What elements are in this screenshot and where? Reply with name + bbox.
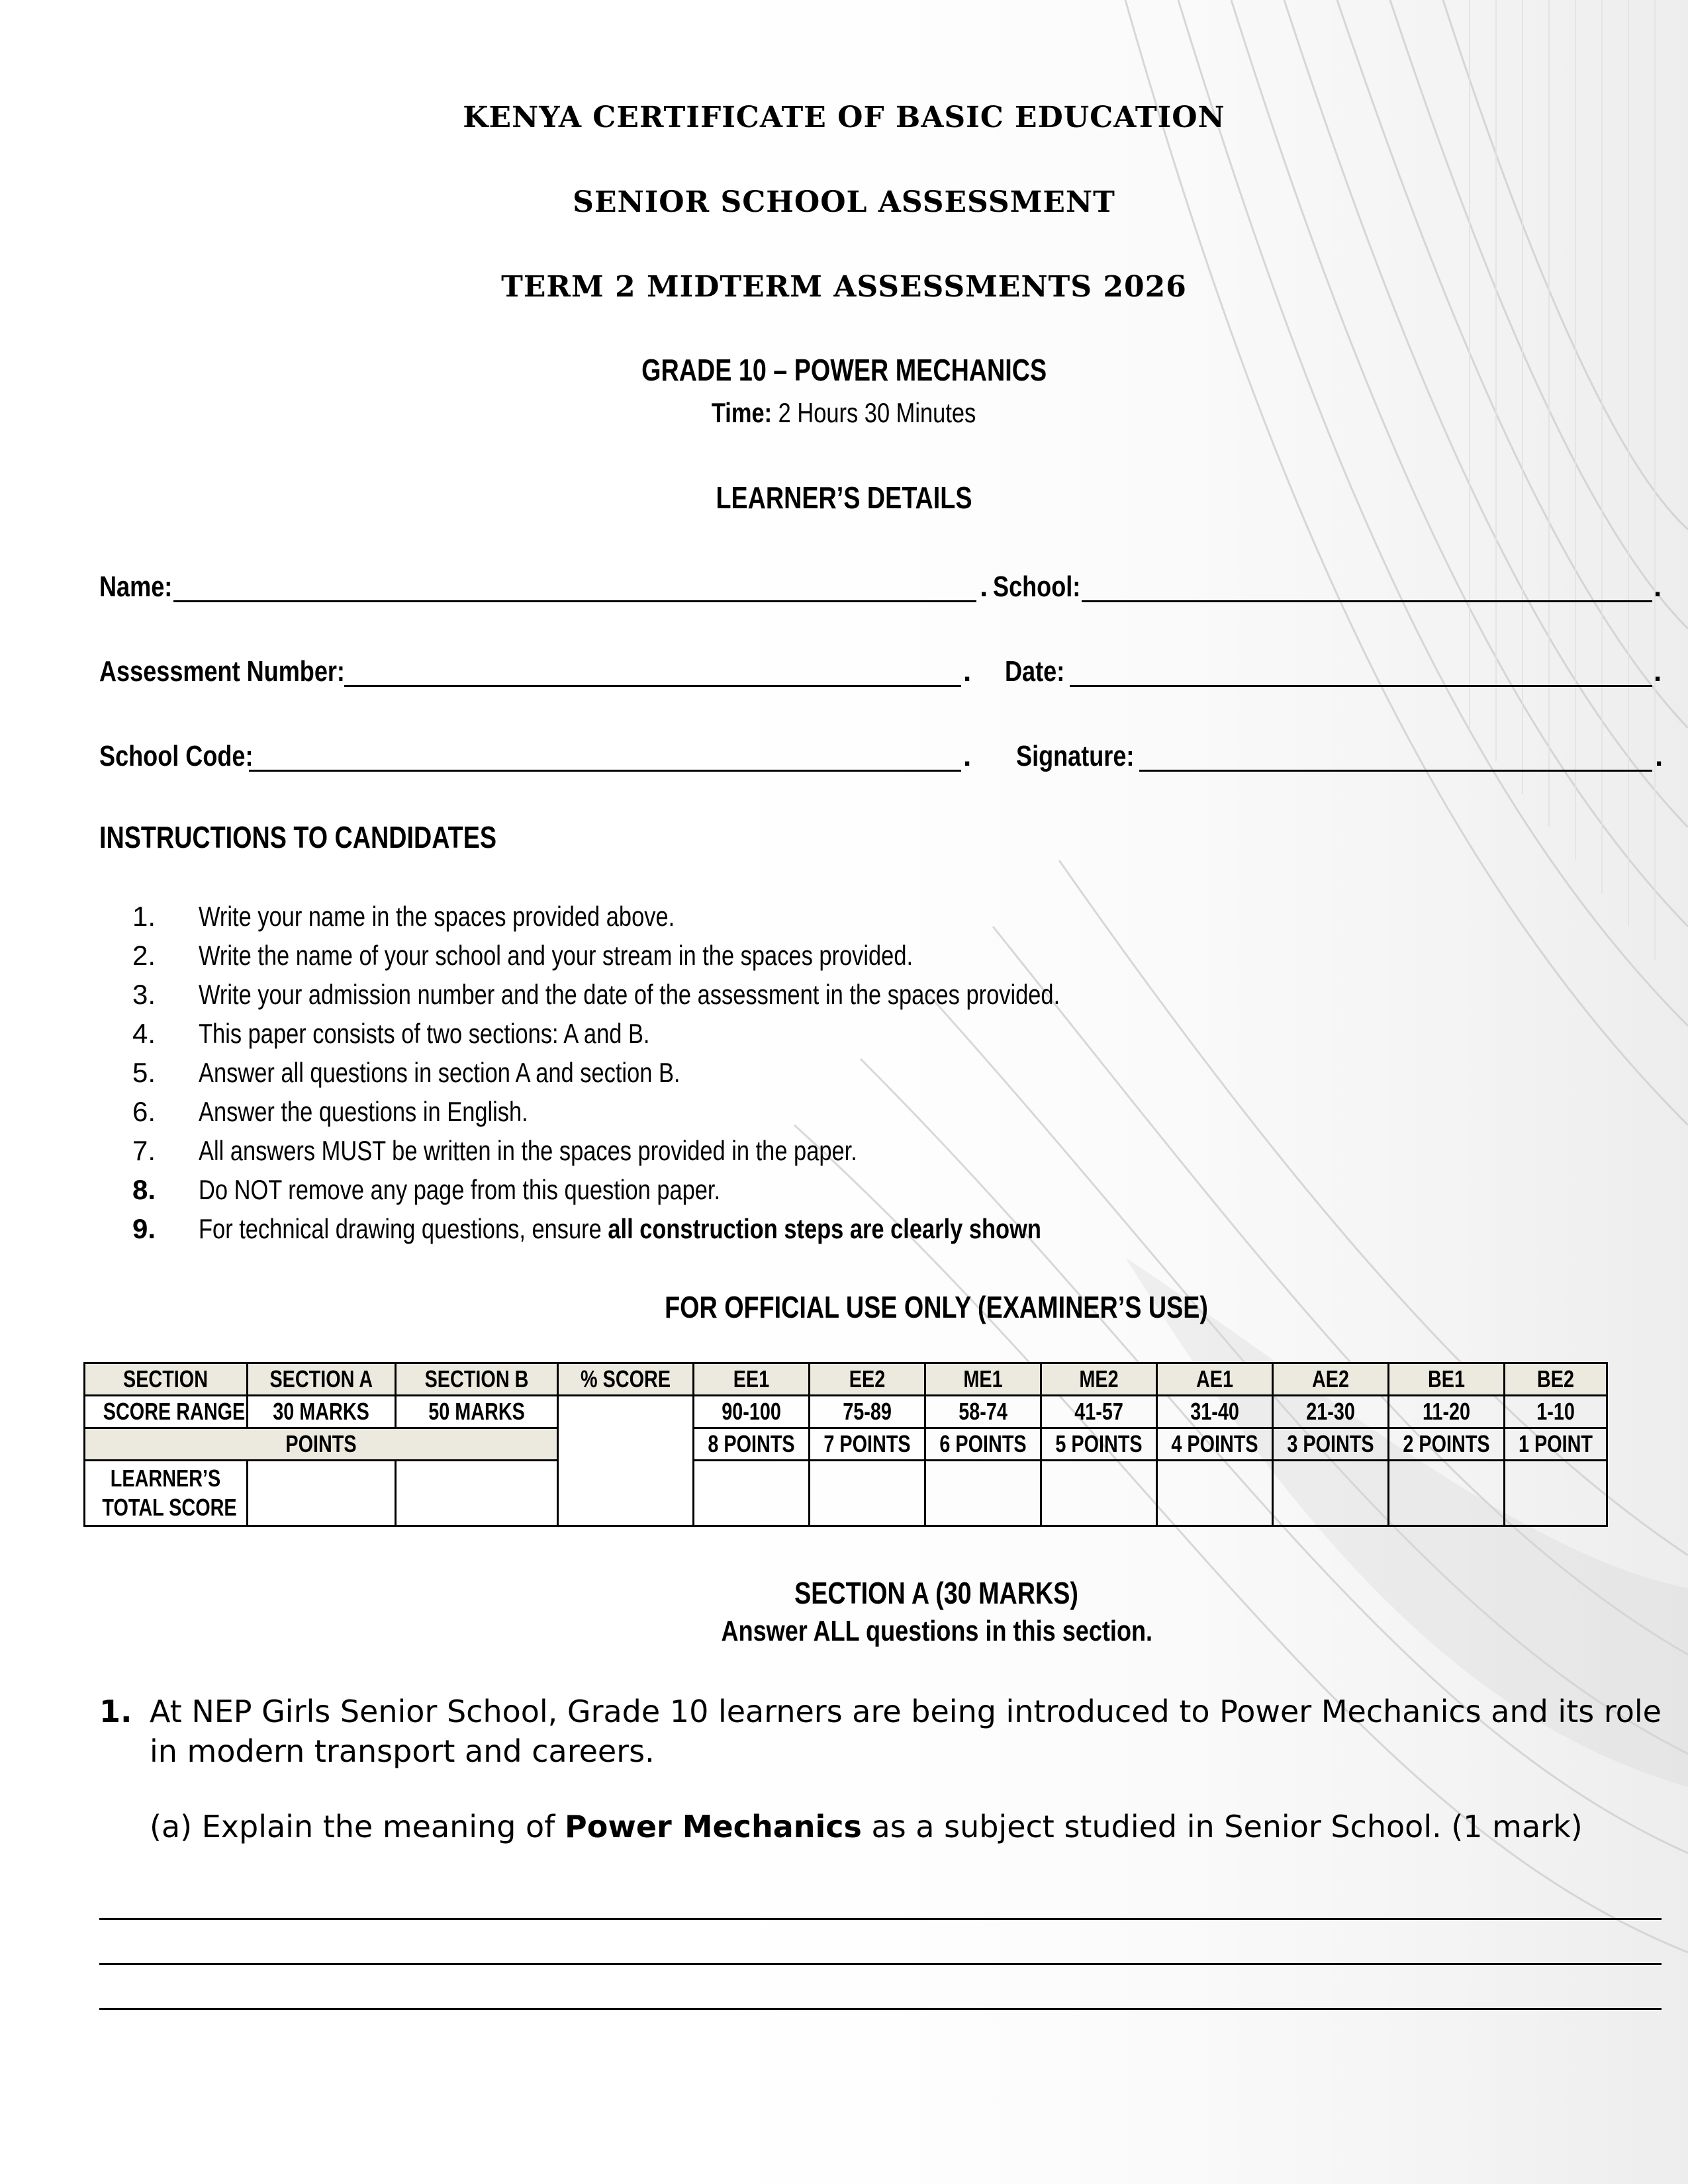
field-row-3 [99,733,1662,773]
signature-dot: . [1655,740,1664,772]
table-header-cell: EE2 [810,1363,925,1396]
instruction-item [132,1209,1324,1248]
question-1a-bold: Power Mechanics [565,1809,862,1844]
assessment-number-label: Assessment Number: [99,655,345,688]
answer-line[interactable] [99,2008,1662,2010]
table-cell: SCORE RANGE [85,1396,248,1428]
school-label: School: [993,570,1081,603]
instruction-number: 4. [132,1017,156,1049]
school-code-line[interactable] [249,770,961,772]
instruction-number: 7. [132,1134,156,1166]
instruction-item [132,1131,1324,1170]
instructions-list [132,897,1324,1248]
instruction-text-plain: For technical drawing questions, ensure [199,1212,608,1244]
table-cell: 21-30 [1273,1396,1389,1428]
percent-score-cell[interactable] [558,1396,694,1526]
answer-line[interactable] [99,1918,1662,1920]
time-line-text [712,397,976,429]
table-cell: 1 POINT [1505,1428,1607,1461]
question-1a [150,1807,1665,1846]
table-cell: 90-100 [694,1396,810,1428]
school-code-field[interactable] [99,733,972,773]
instruction-text: All answers MUST be written in the spaces provided in the paper. [199,1134,857,1166]
assessment-number-line[interactable] [344,685,961,687]
table-cell: 31-40 [1157,1396,1273,1428]
date-line[interactable] [1070,685,1652,687]
date-dot: . [1654,655,1662,688]
points-label-cell: POINTS [85,1428,558,1461]
instruction-item [132,1014,1324,1053]
section-a-score-cell[interactable] [248,1461,396,1526]
table-header-cell: SECTION B [396,1363,558,1396]
be2-cell[interactable] [1505,1461,1607,1526]
instruction-number: 8. [132,1173,156,1205]
table-cell: 6 POINTS [925,1428,1041,1461]
school-code-label: School Code: [99,740,254,772]
table-row [85,1461,1607,1526]
instruction-item [132,897,1324,936]
instruction-number: 5. [132,1056,156,1088]
time-label: Time: [712,397,773,428]
table-cell: 1-10 [1505,1396,1607,1428]
ae1-cell[interactable] [1157,1461,1273,1526]
time-value: 2 Hours 30 Minutes [778,397,976,428]
instruction-text: This paper consists of two sections: A and B. [199,1017,650,1049]
table-cell: 4 POINTS [1157,1428,1273,1461]
table-cell: 2 POINTS [1389,1428,1505,1461]
question-number: 1. [99,1694,132,1729]
table-header-cell: SECTION A [248,1363,396,1396]
school-dot: . [1654,570,1662,603]
term-title: TERM 2 MIDTERM ASSESSMENTS 2026 [501,270,1187,304]
official-use-title [93,1289,1688,1325]
question-text: At NEP Girls Senior School, Grade 10 learners are being introduced to Power Mechanics and its role in modern transport and careers. [150,1694,1662,1769]
exam-body-title: KENYA CERTIFICATE OF BASIC EDUCATION [463,101,1225,134]
field-row-2 [99,649,1662,688]
question-1a-text-end: as a subject studied in Senior School. (1 mark) [861,1809,1583,1844]
instruction-item [132,1053,1324,1092]
table-row [85,1428,1607,1461]
table-cell: 30 MARKS [248,1396,396,1428]
name-line[interactable] [173,600,976,602]
table-header-cell: ME1 [925,1363,1041,1396]
table-cell: 5 POINTS [1041,1428,1157,1461]
section-b-score-cell[interactable] [396,1461,558,1526]
instruction-text [199,1213,1041,1245]
instruction-text: Write your admission number and the date of the assessment in the spaces provided. [199,978,1060,1010]
ae2-cell[interactable] [1273,1461,1389,1526]
table-header-cell: ME2 [1041,1363,1157,1396]
table-cell: 50 MARKS [396,1396,558,1428]
assessment-type-title: SENIOR SCHOOL ASSESSMENT [573,185,1115,219]
me2-cell[interactable] [1041,1461,1157,1526]
date-label: Date: [1005,655,1065,688]
section-a-title-text: SECTION A (30 MARKS) [794,1576,1079,1610]
instruction-item [132,936,1324,975]
question-1a-text: (a) Explain the meaning of [150,1809,565,1844]
signature-label: Signature: [1016,740,1135,772]
learner-details-title [0,480,1688,516]
table-cell: 75-89 [810,1396,925,1428]
name-field[interactable] [99,564,988,604]
instruction-item [132,1092,1324,1131]
section-a-subtitle [93,1615,1688,1648]
instruction-number: 2. [132,939,156,971]
table-header-cell: SECTION [85,1363,248,1396]
name-dot: . [980,570,988,603]
school-code-dot: . [963,740,972,772]
official-use-title-text: FOR OFFICIAL USE ONLY (EXAMINER’S USE) [665,1290,1209,1324]
name-label: Name: [99,570,173,603]
signature-field[interactable] [1016,733,1662,773]
table-row [85,1396,1607,1428]
date-field[interactable] [1005,649,1662,688]
instruction-text: Write your name in the spaces provided above. [199,900,675,932]
ee2-cell[interactable] [810,1461,925,1526]
table-row [85,1363,1607,1396]
section-a-title [93,1575,1688,1611]
table-header-cell: BE2 [1505,1363,1607,1396]
time-line [0,397,1688,429]
table-cell: 8 POINTS [694,1428,810,1461]
instruction-item [132,975,1324,1014]
table-cell: 58-74 [925,1396,1041,1428]
table-cell: 11-20 [1389,1396,1505,1428]
instruction-text: Answer the questions in English. [199,1095,528,1127]
answer-line[interactable] [99,1963,1662,1965]
table-header-cell: % SCORE [558,1363,694,1396]
table-header-cell: EE1 [694,1363,810,1396]
school-field[interactable] [993,564,1662,604]
table-header-cell: AE2 [1273,1363,1389,1396]
subject-title-text: GRADE 10 – POWER MECHANICS [641,353,1047,387]
signature-line[interactable] [1139,770,1652,772]
official-score-table [83,1362,1608,1527]
instruction-text: Answer all questions in section A and section B. [199,1056,680,1088]
instruction-text: Write the name of your school and your stream in the spaces provided. [199,939,914,971]
instruction-number: 6. [132,1095,156,1127]
table-header-cell: AE1 [1157,1363,1273,1396]
instruction-number: 9. [132,1212,156,1244]
total-score-label-cell: LEARNER’S TOTAL SCORE [85,1461,248,1526]
table-cell: 41-57 [1041,1396,1157,1428]
instruction-text-bold: all construction steps are clearly shown [608,1212,1041,1244]
instruction-item [132,1170,1324,1209]
instructions-title: INSTRUCTIONS TO CANDIDATES [99,820,497,854]
section-a-subtitle-text: Answer ALL questions in this section. [721,1615,1152,1647]
assessment-number-dot: . [963,655,972,688]
be1-cell[interactable] [1389,1461,1505,1526]
instruction-number: 3. [132,978,156,1010]
table-cell: 7 POINTS [810,1428,925,1461]
instruction-text: Do NOT remove any page from this question paper. [199,1173,721,1205]
table-cell: 3 POINTS [1273,1428,1389,1461]
ee1-cell[interactable] [694,1461,810,1526]
field-row-1 [99,564,1662,604]
subject-title [0,352,1688,388]
table-header-cell: BE1 [1389,1363,1505,1396]
assessment-number-field[interactable] [99,649,972,688]
school-line[interactable] [1082,600,1652,602]
learner-details-title-text: LEARNER’S DETAILS [716,480,972,515]
instruction-number: 1. [132,900,156,932]
me1-cell[interactable] [925,1461,1041,1526]
